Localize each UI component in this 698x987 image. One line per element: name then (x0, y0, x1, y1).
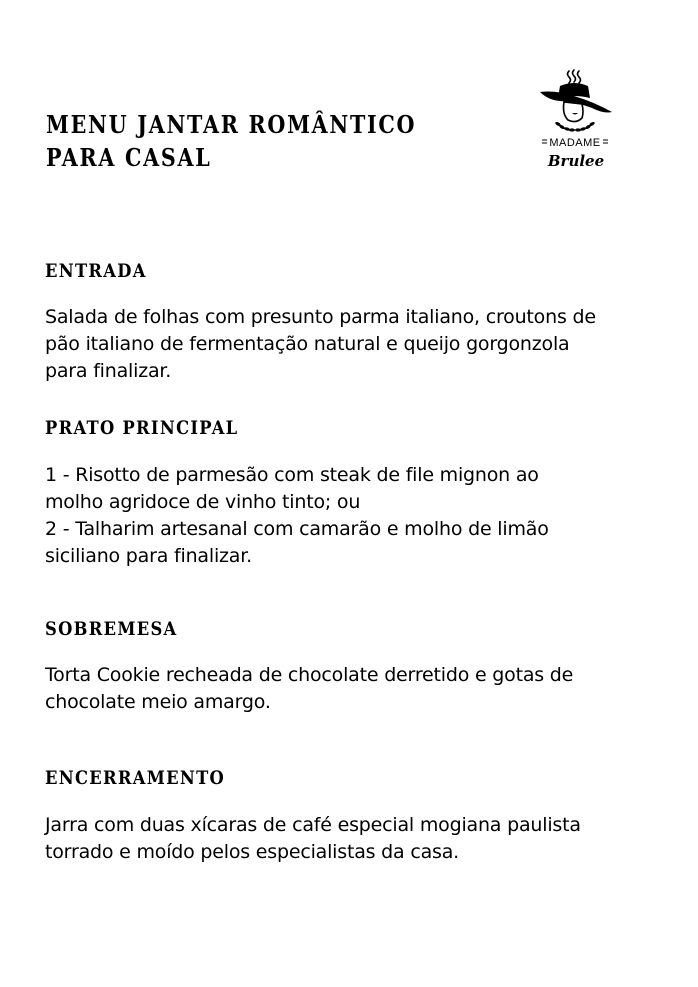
section-body (45, 812, 665, 866)
body-line: siciliano para finalizar. (45, 545, 252, 567)
logo-word-brulee: Brulee (547, 152, 605, 170)
body-line: 2 - Talharim artesanal com camarão e molho de limão (45, 518, 549, 540)
section-sobremesa (45, 617, 665, 716)
section-body (45, 662, 665, 716)
section-heading: PRATO PRINCIPAL (45, 417, 239, 439)
laurel-icon (555, 121, 596, 131)
section-heading: SOBREMESA (45, 618, 178, 640)
body-line: molho agridoce de vinho tinto; ou (45, 491, 361, 513)
section-prato-principal (45, 416, 665, 570)
body-line: chocolate meio amargo. (45, 691, 271, 713)
madame-brulee-logo (536, 68, 616, 178)
body-line: Torta Cookie recheada de chocolate derretido e gotas de (45, 664, 574, 686)
section-heading: ENCERRAMENTO (45, 767, 226, 789)
body-line: Salada de folhas com presunto parma italiano, croutons de (45, 306, 596, 328)
section-body (45, 304, 665, 385)
menu-title-line-1: MENU JANTAR ROMÂNTICO (46, 110, 417, 139)
steam-icon (568, 70, 581, 83)
section-encerramento (45, 766, 665, 866)
body-line: 1 - Risotto de parmesão com steak de file mignon ao (45, 464, 539, 486)
body-line: Jarra com duas xícaras de café especial mogiana paulista (45, 814, 581, 836)
menu-title (46, 108, 416, 174)
face-icon (564, 102, 584, 122)
menu-title-line-2: PARA CASAL (46, 143, 212, 172)
body-line: torrado e moído pelos especialistas da casa. (45, 841, 459, 863)
logo-word-madame: MADAME (549, 137, 601, 149)
body-line: para finalizar. (45, 360, 172, 382)
section-heading: ENTRADA (45, 260, 147, 282)
section-entrada (45, 259, 665, 385)
body-line: pão italiano de fermentação natural e queijo gorgonzola (45, 333, 570, 355)
section-body (45, 462, 665, 570)
